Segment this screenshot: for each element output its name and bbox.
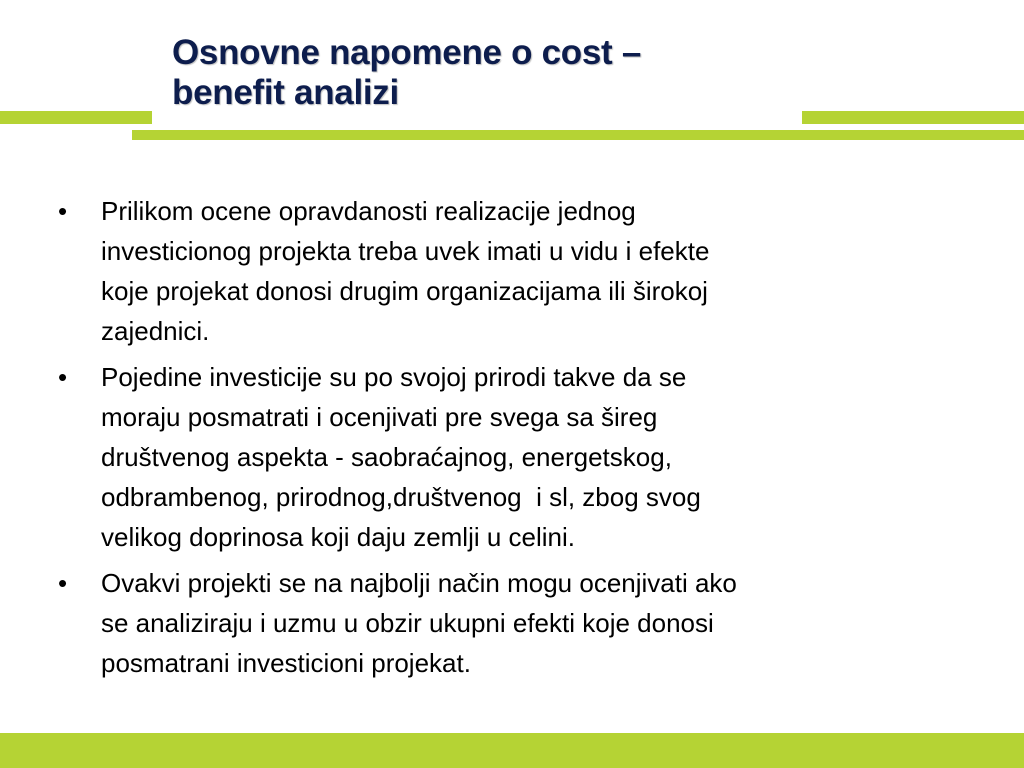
accent-bar-top-wide xyxy=(132,130,1024,140)
bullet-item xyxy=(58,357,958,557)
accent-bar-bottom xyxy=(0,733,1024,768)
bullet-list xyxy=(58,191,958,689)
bullet-marker: • xyxy=(58,362,68,392)
bullet-marker: • xyxy=(58,568,68,598)
bullet-marker: • xyxy=(58,196,68,226)
bullet-text-line: moraju posmatrati i ocenjivati pre svega sa šireg xyxy=(101,402,658,432)
bullet-item xyxy=(58,563,958,683)
bullet-text-line: koje projekat donosi drugim organizacijama ili širokoj xyxy=(101,276,708,306)
slide-title-line: benefit analizi xyxy=(172,73,399,112)
bullet-text-line: se analiziraju i uzmu u obzir ukupni efekti koje donosi xyxy=(101,608,714,638)
bullet-text-line: zajednici. xyxy=(101,316,210,346)
bullet-text-line: Prilikom ocene opravdanosti realizacije jednog xyxy=(101,196,636,226)
bullet-text-line: društvenog aspekta - saobraćajnog, energetskog, xyxy=(101,442,672,472)
bullet-text-line: Pojedine investicije su po svojoj prirodi takve da se xyxy=(101,362,687,392)
bullet-text-line: investicionog projekta treba uvek imati u vidu i efekte xyxy=(101,236,710,266)
slide-title xyxy=(172,33,641,113)
bullet-item xyxy=(58,191,958,351)
accent-bar-top-left xyxy=(0,111,152,124)
slide-title-line: Osnovne napomene o cost – xyxy=(172,33,641,72)
bullet-text-line: Ovakvi projekti se na najbolji način mogu ocenjivati ako xyxy=(101,568,737,598)
bullet-text-line: odbrambenog, prirodnog,društvenog i sl, zbog svog xyxy=(101,482,701,512)
bullet-text-line: velikog doprinosa koji daju zemlji u celini. xyxy=(101,522,576,552)
accent-bar-top-right xyxy=(802,111,1024,124)
bullet-text-line: posmatrani investicioni projekat. xyxy=(101,648,471,678)
